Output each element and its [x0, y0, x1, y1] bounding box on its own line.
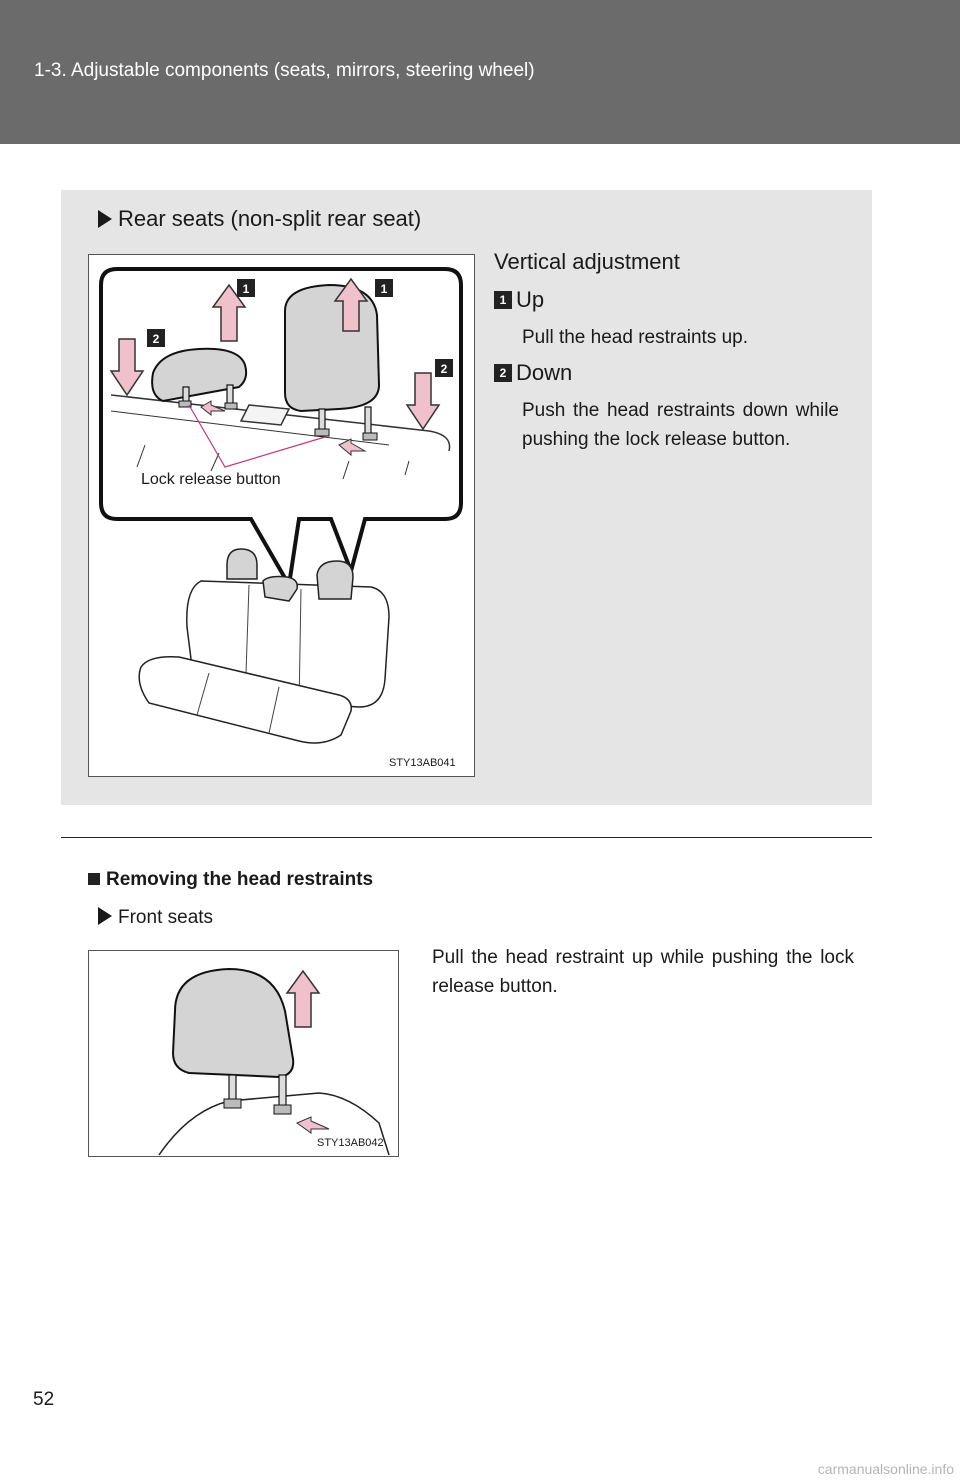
svg-text:1: 1 — [242, 282, 250, 296]
page-number: 52 — [33, 1389, 55, 1410]
watermark: carmanualsonline.info — [817, 1461, 954, 1477]
vertical-adjustment-title: Vertical adjustment — [494, 249, 680, 274]
item-up-label: Up — [516, 287, 545, 312]
page-header — [0, 0, 960, 144]
item-up — [494, 287, 839, 313]
item-down — [494, 360, 839, 386]
front-headrest-illustration — [89, 951, 398, 1156]
svg-text:1: 1 — [380, 282, 388, 296]
item-up-desc: Pull the head restraints up. — [522, 327, 749, 348]
number-badge-1: 1 — [494, 291, 512, 309]
front-seat-figure — [88, 950, 399, 1157]
lock-release-callout: Lock release button — [141, 471, 281, 488]
item-down-desc: Push the head restraints down while pushing the lock release button. — [522, 400, 839, 450]
removing-heading: Removing the head restraints — [88, 869, 373, 891]
front-seats-label: Front seats — [98, 907, 213, 929]
square-bullet-icon — [88, 873, 100, 885]
item-down-label: Down — [516, 360, 573, 385]
rear-seat-figure — [88, 254, 475, 777]
number-badge-2: 2 — [494, 364, 512, 382]
triangle-bullet-icon — [98, 210, 112, 228]
svg-text:2: 2 — [440, 362, 448, 376]
header-title: 1-3. Adjustable components (seats, mirrors, steering wheel) — [34, 60, 535, 81]
front-seats-desc: Pull the head restraint up while pushing the lock release button. — [432, 947, 854, 997]
figure-code: STY13AB042 — [317, 1137, 384, 1149]
rear-seat-illustration — [89, 255, 474, 776]
figure-code: STY13AB041 — [389, 757, 456, 769]
section-divider — [61, 837, 872, 838]
svg-text:2: 2 — [152, 332, 160, 346]
rear-seat-heading: Rear seats (non-split rear seat) — [98, 206, 421, 232]
triangle-bullet-icon — [98, 907, 112, 925]
vertical-adjustment-column — [494, 249, 839, 462]
